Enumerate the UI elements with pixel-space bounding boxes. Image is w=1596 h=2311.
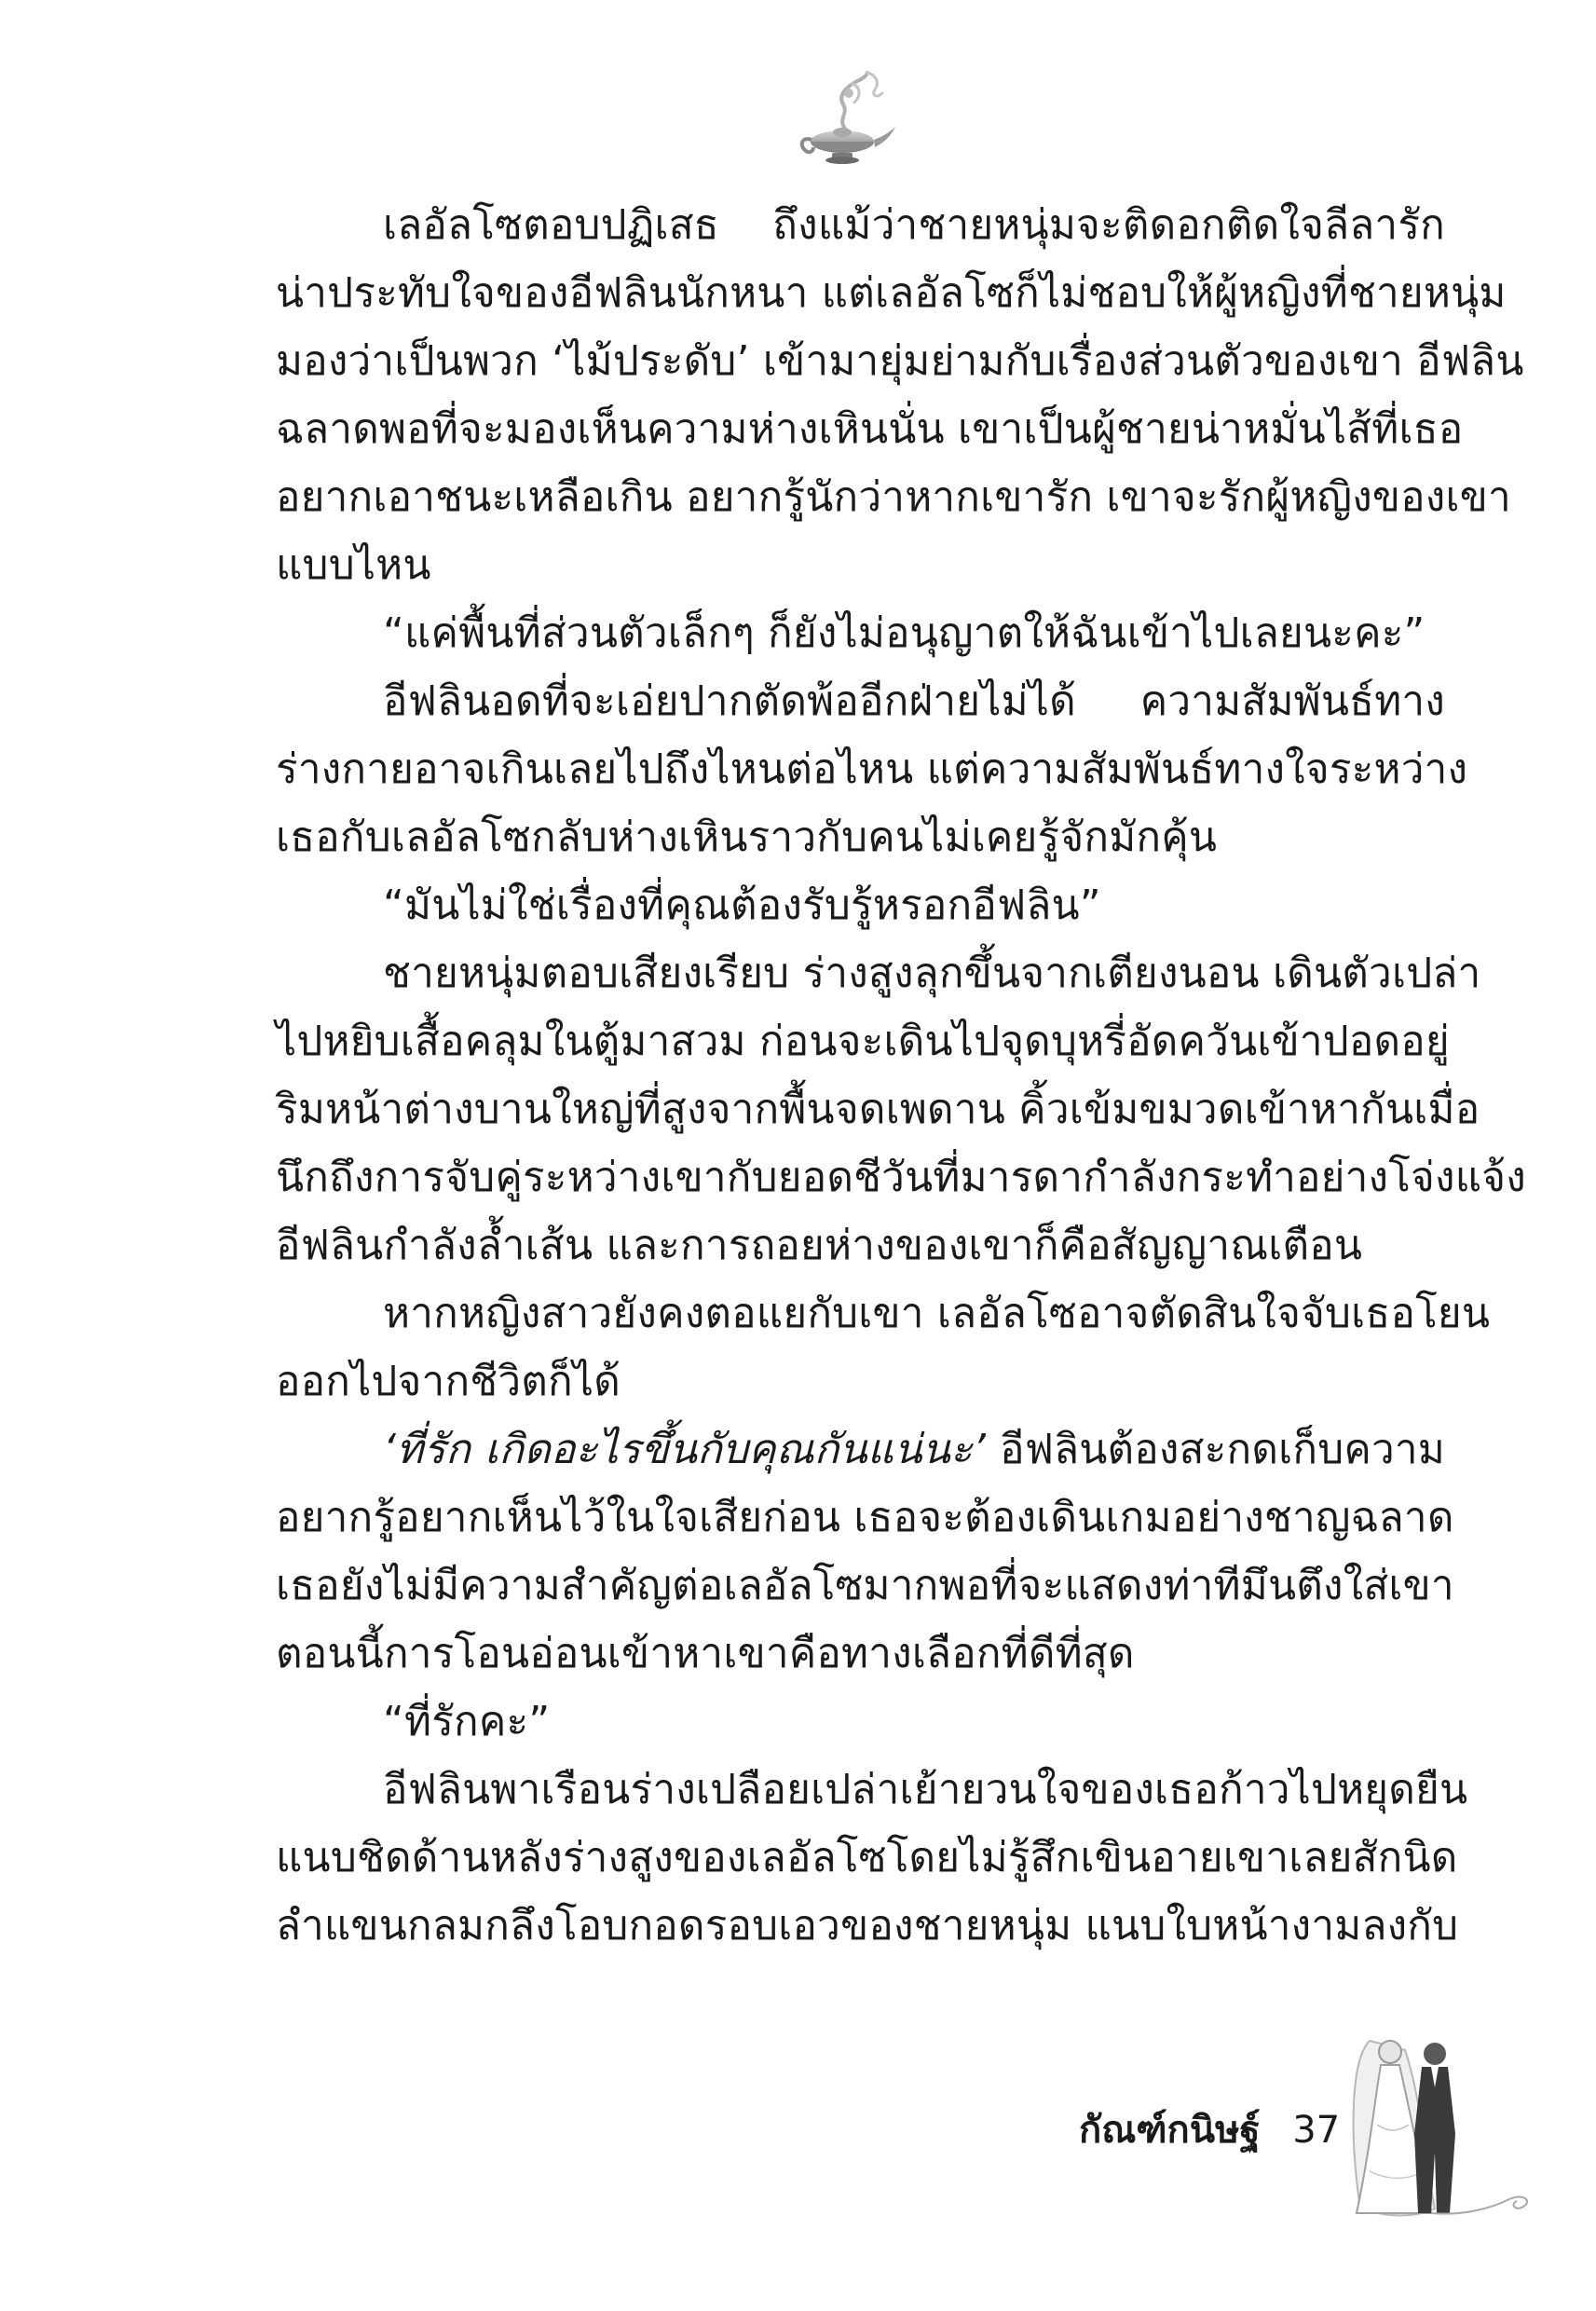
book-title: กัณฑ์กนิษฐ์ — [1079, 2109, 1261, 2152]
bride-groom-icon — [1332, 2022, 1556, 2246]
paragraph — [276, 1756, 1468, 1960]
text-line: อยากเอาชนะเหลือเกิน อยากรู้นักว่าหากเขารัก เขาจะรักผู้หญิงของเขา — [276, 473, 1511, 521]
body-text — [276, 191, 1526, 1960]
page-footer — [1079, 2102, 1340, 2158]
dialogue-paragraph — [276, 1688, 1445, 1756]
paragraph — [276, 1279, 1491, 1415]
text-line: ร่างกายอาจเกินเลยไปถึงไหนต่อไหน แต่ความสัมพันธ์ทางใจระหว่าง — [276, 745, 1468, 793]
text-line: เธอยังไม่มีความสำคัญต่อเลอัลโซมากพอที่จะแสดงท่าทีมึนตึงใส่เขา — [276, 1562, 1454, 1609]
text-line: เลอัลโซตอบปฏิเสธ ถึงแม้ว่าชายหนุ่มจะติดอกติดใจลีลารัก — [383, 201, 1445, 249]
text-line: อีฟลินอดที่จะเอ่ยปากตัดพ้ออีกฝ่ายไม่ได้ ความสัมพันธ์ทาง — [383, 677, 1445, 725]
paragraph — [276, 667, 1468, 871]
text-line: นึกถึงการจับคู่ระหว่างเขากับยอดชีวันที่มารดากำลังกระทำอย่างโจ่งแจ้ง — [276, 1154, 1526, 1201]
paragraph — [276, 939, 1526, 1279]
text-line: หากหญิงสาวยังคงตอแยกับเขา เลอัลโซอาจตัดสินใจจับเธอโยน — [383, 1290, 1491, 1337]
text-line: ลำแขนกลมกลึงโอบกอดรอบเอวของชายหนุ่ม แนบใบหน้างามลงกับ — [276, 1902, 1459, 1949]
genie-lamp-icon — [791, 65, 903, 177]
text-run: อีฟลินต้องสะกดเก็บความ — [986, 1426, 1445, 1473]
text-line: ริมหน้าต่างบานใหญ่ที่สูงจากพื้นจดเพดาน คิ้วเข้มขมวดเข้าหากันเมื่อ — [276, 1086, 1480, 1133]
text-line: อยากรู้อยากเห็นไว้ในใจเสียก่อน เธอจะต้องเดินเกมอย่างชาญฉลาด — [276, 1494, 1454, 1541]
text-line — [276, 1415, 1445, 1484]
text-line: ออกไปจากชีวิตก็ได้ — [276, 1358, 621, 1405]
italic-thought: ‘ที่รัก เกิดอะไรขึ้นกับคุณกันแน่นะ’ — [383, 1426, 987, 1473]
text-line: อีฟลินพาเรือนร่างเปลือยเปล่าเย้ายวนใจของเธอก้าวไปหยุดยืน — [383, 1766, 1468, 1813]
text-line: เธอกับเลอัลโซกลับห่างเหินราวกับคนไม่เคยรู้จักมักคุ้น — [276, 814, 1218, 861]
text-line: “แค่พื้นที่ส่วนตัวเล็กๆ ก็ยังไม่อนุญาตให้ฉันเข้าไปเลยนะคะ” — [383, 609, 1425, 657]
text-line: ตอนนี้การโอนอ่อนเข้าหาเขาคือทางเลือกที่ดีที่สุด — [276, 1630, 1135, 1677]
paragraph — [276, 191, 1524, 599]
text-line: อีฟลินกำลังล้ำเส้น และการถอยห่างของเขาก็คือสัญญาณเตือน — [276, 1222, 1363, 1269]
text-line: แนบชิดด้านหลังร่างสูงของเลอัลโซโดยไม่รู้สึกเขินอายเขาเลยสักนิด — [276, 1834, 1458, 1881]
dialogue-paragraph — [276, 599, 1445, 667]
paragraph — [276, 1415, 1454, 1688]
text-line: มองว่าเป็นพวก ‘ไม้ประดับ’ เข้ามายุ่มย่ามกับเรื่องส่วนตัวของเขา อีฟลิน — [276, 337, 1524, 385]
text-line: ไปหยิบเสื้อคลุมในตู้มาสวม ก่อนจะเดินไปจุดบุหรี่อัดควันเข้าปอดอยู่ — [276, 1018, 1450, 1065]
text-line: ชายหนุ่มตอบเสียงเรียบ ร่างสูงลุกขึ้นจากเตียงนอน เดินตัวเปล่า — [383, 950, 1481, 997]
text-line: ฉลาดพอที่จะมองเห็นความห่างเหินนั่น เขาเป็นผู้ชายน่าหมั่นไส้ที่เธอ — [276, 405, 1464, 453]
text-line: แบบไหน — [276, 541, 431, 589]
dialogue-paragraph — [276, 871, 1445, 939]
text-line: น่าประทับใจของอีฟลินนักหนา แต่เลอัลโซก็ไม่ชอบให้ผู้หญิงที่ชายหนุ่ม — [276, 269, 1507, 317]
text-line: “ที่รักคะ” — [383, 1698, 551, 1745]
text-line: “มันไม่ใช่เรื่องที่คุณต้องรับรู้หรอกอีฟลิน” — [383, 882, 1101, 929]
page-number: 37 — [1292, 2109, 1341, 2152]
